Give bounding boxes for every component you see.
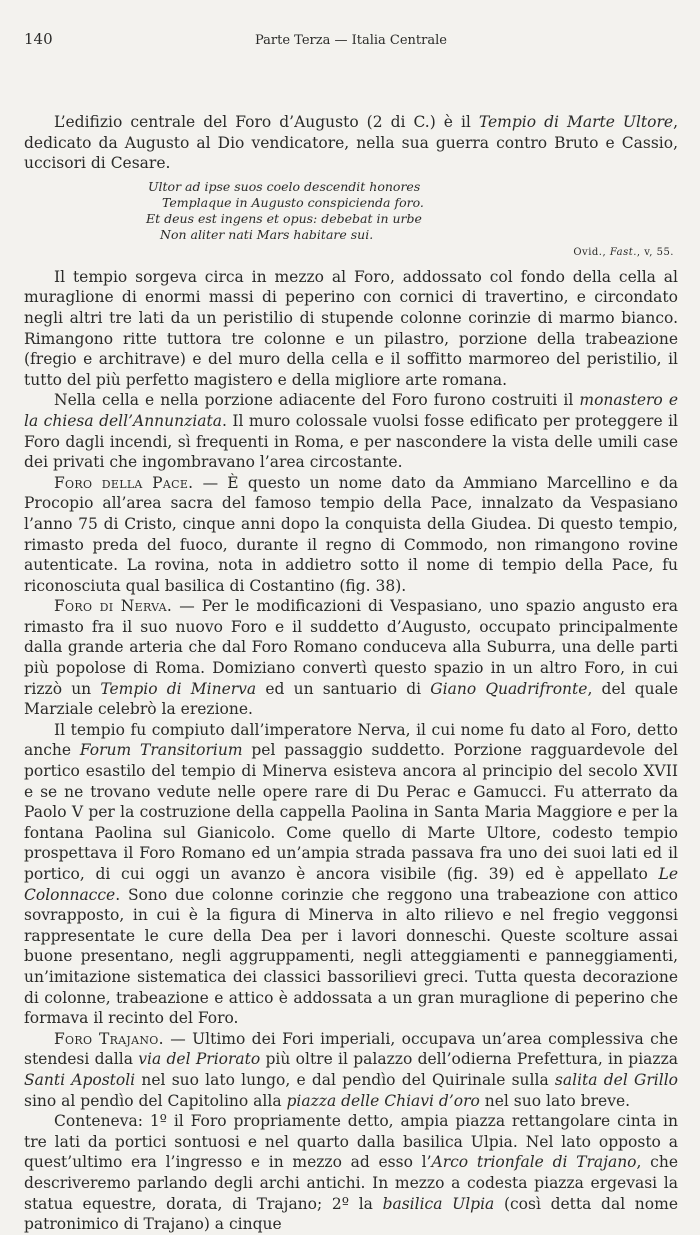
text-run: — Ultimo dei Fori imperiali, occupava un’area complessiva che stendesi dalla (24, 1029, 679, 1069)
page-number: 140 (24, 30, 53, 48)
section-heading: Foro della Pace. (54, 473, 194, 492)
italic-term: Santi Apostoli (24, 1070, 136, 1089)
text-run: . Sono due colonne corinzie che reggono una trabeazione con attico sovrapposto, in cui è la figura di Minerva in alto rilievo e nel fregio veggonsi rappresentate le cure della Dea per i lavori donneschi. Queste scolture assai buone presentano, negli aggruppamenti, negli atteggiamenti e panneggiamenti, un’imitazione sistematica dei classici bassorilievi greci. Tutta questa decorazione di colonne, trabeazione e attico è addossata a un gran muraglione di peperino che formava il recinto del Foro. (24, 885, 678, 1028)
text-run: , del quale Marziale celebrò la erezione. (24, 679, 679, 719)
paragraph-tempio-sorgeva: Il tempio sorgeva circa in mezzo al Foro, addossato col fondo della cella al muraglione di enormi massi di peperino con cornici di travertino, e circondato negli altri tre lati da un peristilio di stupende colonne corinzie di marmo bianco. Rimangono ritte tuttora tre colonne e un pilastro, porzione della trabeazione (fregio e architrave) e del muro della cella e il soffitto marmoreo del peristilio, il tutto del più perfetto magistero e della migliore arte romana. (24, 267, 678, 389)
citation-work: Fast. (609, 246, 637, 258)
italic-term: piazza delle Chiavi d’oro (286, 1091, 480, 1110)
paragraph-foro-di-nerva (24, 596, 678, 720)
verse-line: Ultor ad ipse suos coelo descendit honores (148, 178, 421, 194)
verse-line: Non aliter nati Mars habitare sui. (160, 226, 374, 242)
italic-term: Tempio di Marte Ultore (478, 113, 674, 131)
text-run: Il tempio fu compiuto dall’imperatore Nerva, il cui nome fu dato al Foro, detto anche (24, 720, 678, 760)
paragraph-nerva-tempio (24, 720, 678, 1029)
text-run: Conteneva: 1º il Foro propriamente detto, ampia piazza rettangolare cinta in tre lati da portici sontuosi e nel quarto dalla basilica Ulpia. Nel lato opposto a quest’ultimo era l’ingresso e in mezzo ad esso l’ (24, 1112, 678, 1172)
italic-term: Forum Transitorium (79, 741, 243, 760)
text-run: pel passaggio suddetto. Porzione ragguardevole del portico esastilo del tempio di Minerva esisteva ancora al principio del secolo XVII e se ne trovano vedute nelle opere rare di Du Perac e Gamucci. Fu atterrato da Paolo V per la costruzione della cappella Paolina in Santa Maria Maggiore e per la fontana Paolina sul Gianicolo. Come quello di Marte Ultore, codesto tempio prospettava il Foro Romano ed un’ampia strada passava fra uno dei suoi lati ed il portico, di cui oggi un avanzo è ancora visibile (fig. 39) ed è appellato (24, 741, 678, 883)
italic-term: Tempio di Minerva (100, 679, 257, 698)
italic-term: monastero e la chiesa dell’Annunziata (24, 391, 678, 430)
text-run: ed un santuario di (256, 679, 431, 698)
text-run: , che descriveremo parlando degli archi antichi. In mezzo a codesta piazza ergevasi la statua equestre, dorata, di Trajano; 2º la (24, 1153, 678, 1213)
text-run: . Il muro colossale vuolsi fosse edificato per proteggere il Foro dagli incendi, sì frequenti in Roma, e per nascondere la vista delle umili case dei privati che ingombravano l’area circostante. (24, 411, 678, 472)
verse-citation (136, 245, 678, 261)
body-text (24, 112, 678, 1235)
citation-author: Ovid., (573, 246, 610, 258)
italic-term: Le Colonnacce (24, 865, 678, 904)
section-heading: Foro di Nerva. (54, 597, 173, 616)
running-head: Parte Terza — Italia Centrale (255, 33, 447, 48)
verse-line: Et deus est ingens et opus: debebat in urbe (146, 210, 422, 226)
italic-term: basilica Ulpia (382, 1194, 495, 1213)
paragraph-cella (24, 390, 678, 472)
italic-term: Arco trionfale di Trajano (431, 1153, 637, 1172)
text-run: — Per le modificazioni di Vespasiano, uno spazio angusto era rimasto fra il suo nuovo Foro e il suddetto d’Augusto, occupato principalmente dalla grande arteria che dal Foro Romano conduceva alla Suburra, una delle parti più popolose di Roma. Domiziano convertì questo spazio in un altro Foro, in cui rizzò un (24, 597, 679, 698)
text-run: , dedicato da Augusto al Dio vendicatore, nella sua guerra contro Bruto e Cassio, uccisori di Cesare. (24, 113, 678, 173)
text-run: (così detta dal nome patronimico di Trajano) a cinque (24, 1194, 678, 1234)
text-run: nel suo lato breve. (479, 1091, 631, 1110)
text-run: L’edifizio centrale del Foro d’Augusto (2 di C.) è il (54, 113, 479, 131)
text-run: nel suo lato lungo, e dal pendìo del Quirinale sulla (135, 1070, 555, 1089)
text-run: più oltre il palazzo dell’odierna Prefettura, in piazza (260, 1050, 678, 1069)
italic-term: via del Priorato (138, 1050, 261, 1069)
text-run: — È questo un nome dato da Ammiano Marcellino e da Procopio all’area sacra del famoso tempio della Pace, innalzato da Vespasiano l’anno 75 di Cristo, cinque anni dopo la conquista della Giudea. Di questo tempio, rimasto preda del fuoco, durante il regno di Commodo, non rimangono rovine autenticate. La rovina, nota in addietro sotto il nome di tempio della Pace, fu riconosciuta qual basilica di Costantino (fig. 38). (24, 473, 678, 595)
paragraph-foro-trajano (24, 1029, 678, 1111)
italic-term: salita del Grillo (554, 1070, 678, 1089)
paragraph-tempio-marte-ultore (24, 112, 678, 174)
paragraph-foro-della-pace (24, 473, 678, 597)
text-run: sino al pendìo del Capitolino alla (24, 1091, 287, 1110)
italic-term: Giano Quadrifronte (430, 679, 588, 698)
page-header (24, 30, 678, 60)
paragraph-conteneva (24, 1111, 678, 1235)
verse-quotation (24, 179, 678, 261)
section-heading: Foro Trajano. (54, 1029, 164, 1048)
verse-line: Templaque in Augusto conspicienda foro. (162, 194, 424, 210)
text-run: Nella cella e nella porzione adiacente del Foro furono costruiti il (54, 391, 580, 410)
citation-ref: , v, 55. (636, 246, 674, 258)
